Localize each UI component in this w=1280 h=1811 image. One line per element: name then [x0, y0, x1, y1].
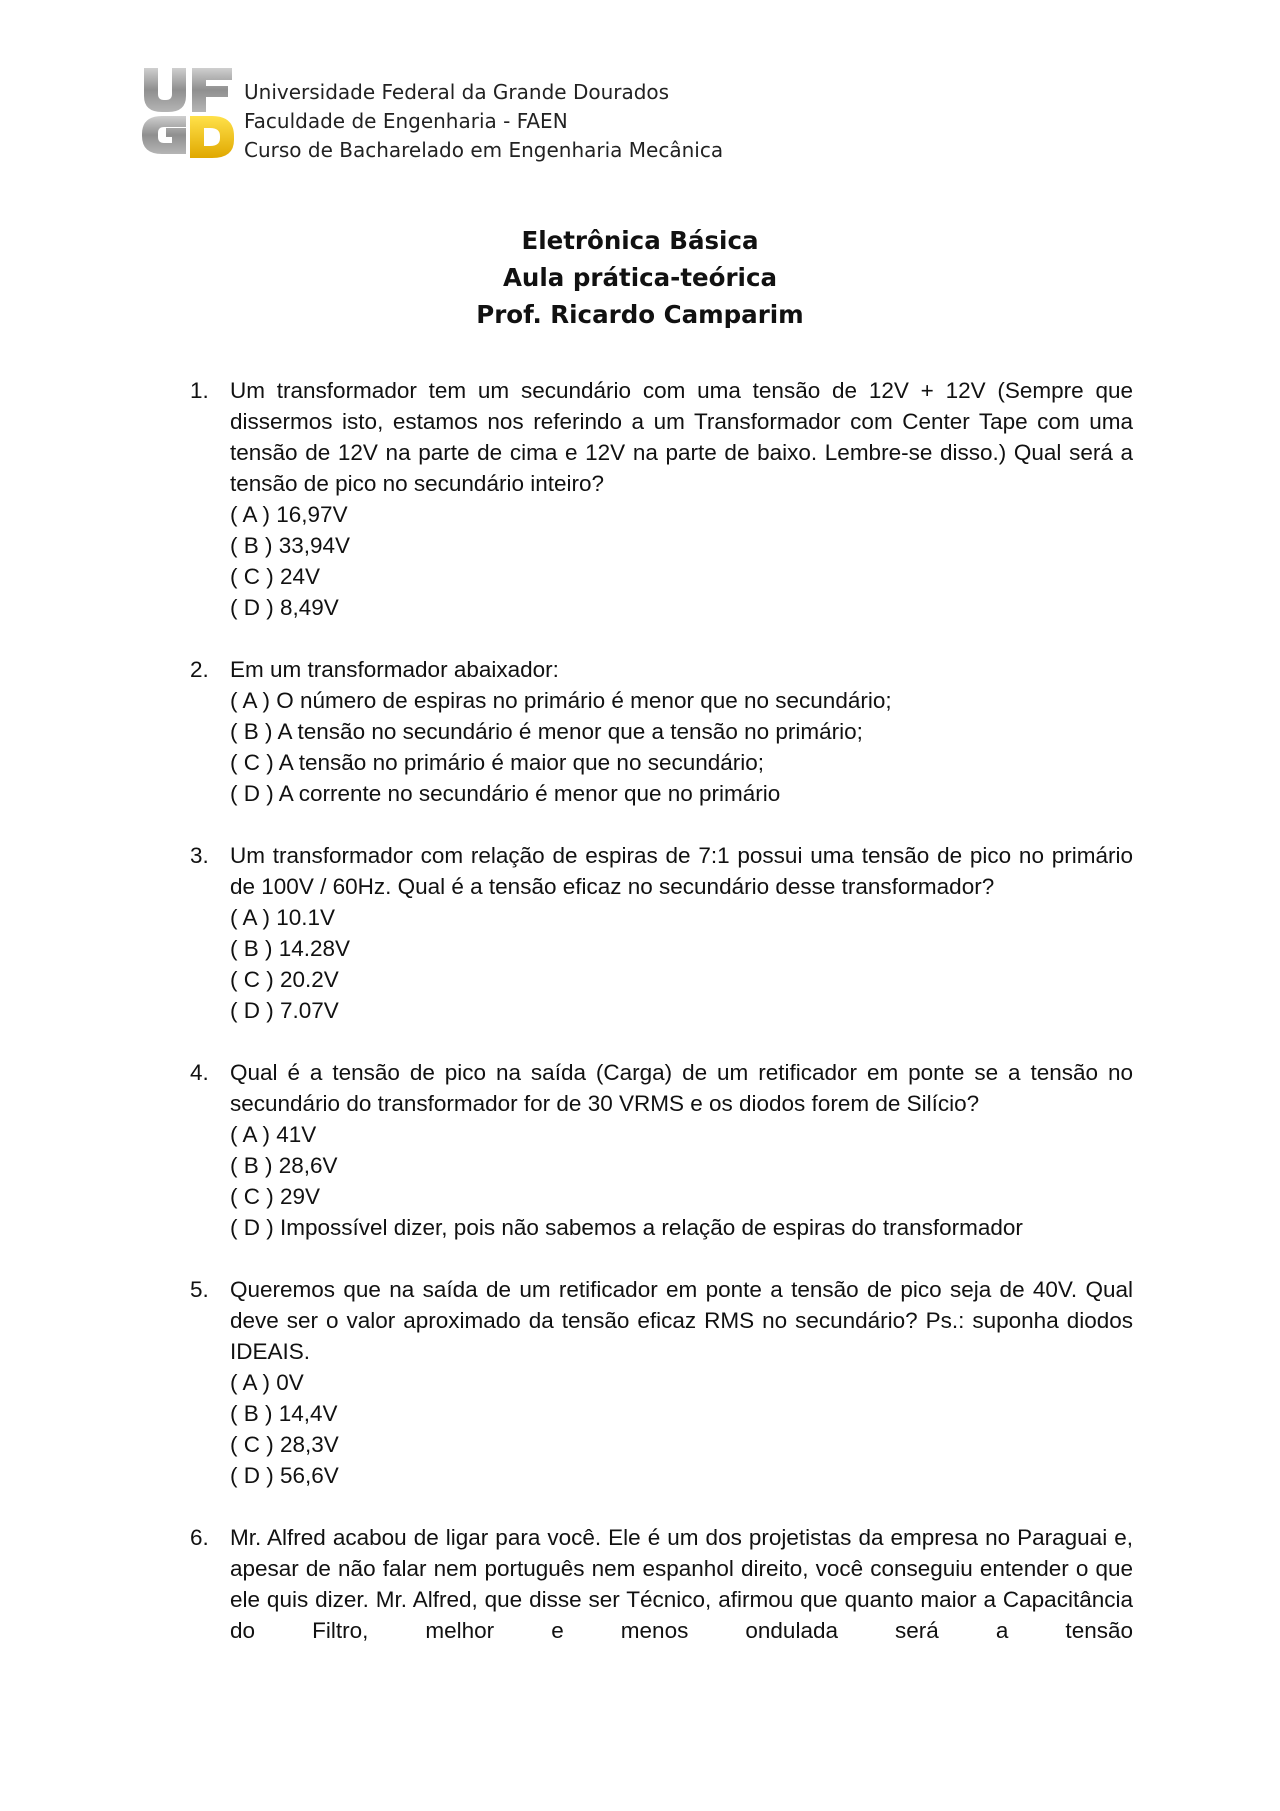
option-c: ( C ) A tensão no primário é maior que no secundário; — [230, 750, 765, 775]
question-1 — [190, 375, 1133, 623]
question-3 — [190, 840, 1133, 1026]
question-number: 4. — [190, 1060, 209, 1085]
option-b: ( B ) 28,6V — [230, 1153, 338, 1178]
title-professor: Prof. Ricardo Camparim — [476, 300, 804, 329]
question-text: Em um transformador abaixador: — [230, 657, 559, 682]
institution-info — [244, 78, 723, 165]
option-d: ( D ) 7.07V — [230, 998, 339, 1023]
option-a: ( A ) 16,97V — [230, 502, 348, 527]
question-text: Qual é a tensão de pico na saída (Carga) de um retificador em ponte se a tensão no secundário do transformador for de 30 VRMS e os diodos forem de Silício? — [230, 1060, 1133, 1116]
title-course: Eletrônica Básica — [521, 226, 759, 255]
question-text: Um transformador tem um secundário com uma tensão de 12V + 12V (Sempre que dissermos isto, estamos nos referindo a um Transformador com Center Tape com uma tensão de 12V na parte de cima e 12V na parte de baixo. Lembre-se disso.) Qual será a tensão de pico no secundário inteiro? — [230, 378, 1133, 496]
option-b: ( B ) 14,4V — [230, 1401, 338, 1426]
option-d: ( D ) A corrente no secundário é menor que no primário — [230, 781, 781, 806]
option-d: ( D ) 56,6V — [230, 1463, 339, 1488]
university-name: Universidade Federal da Grande Dourados — [244, 80, 670, 104]
question-2 — [190, 654, 1133, 809]
question-list — [190, 375, 1133, 1677]
question-text: Mr. Alfred acabou de ligar para você. Ele é um dos projetistas da empresa no Paraguai e, apesar de não falar nem português nem espanhol direito, você conseguiu entender o que ele quis dizer. Mr. Alfred, que disse ser Técnico, afirmou que quanto maior a Capacitância do Filtro, melhor e menos ondulada será a tensão — [230, 1525, 1133, 1643]
option-b: ( B ) 33,94V — [230, 533, 351, 558]
question-text: Queremos que na saída de um retificador em ponte a tensão de pico seja de 40V. Qual deve ser o valor aproximado da tensão eficaz RMS no secundário? Ps.: suponha diodos IDEAIS. — [230, 1277, 1133, 1364]
option-d: ( D ) Impossível dizer, pois não sabemos a relação de espiras do transformador — [230, 1215, 1023, 1240]
ufgd-logo — [140, 64, 236, 160]
question-number: 2. — [190, 657, 209, 682]
option-b: ( B ) 14.28V — [230, 936, 351, 961]
option-a: ( A ) 41V — [230, 1122, 317, 1147]
option-a: ( A ) 10.1V — [230, 905, 336, 930]
question-number: 5. — [190, 1277, 209, 1302]
course-name: Curso de Bacharelado em Engenharia Mecânica — [244, 138, 724, 162]
ufgd-logo-graphic — [140, 64, 236, 160]
option-b: ( B ) A tensão no secundário é menor que a tensão no primário; — [230, 719, 863, 744]
document-title — [0, 222, 1280, 333]
option-a: ( A ) 0V — [230, 1370, 304, 1395]
option-a: ( A ) O número de espiras no primário é menor que no secundário; — [230, 688, 892, 713]
option-d: ( D ) 8,49V — [230, 595, 339, 620]
question-text: Um transformador com relação de espiras de 7:1 possui uma tensão de pico no primário de 100V / 60Hz. Qual é a tensão eficaz no secundário desse transformador? — [230, 843, 1133, 899]
option-c: ( C ) 28,3V — [230, 1432, 339, 1457]
question-4 — [190, 1057, 1133, 1243]
document-header — [140, 66, 723, 165]
question-number: 1. — [190, 378, 209, 403]
option-c: ( C ) 29V — [230, 1184, 321, 1209]
title-type: Aula prática-teórica — [502, 263, 778, 292]
question-5 — [190, 1274, 1133, 1491]
option-c: ( C ) 20.2V — [230, 967, 339, 992]
question-number: 6. — [190, 1525, 209, 1550]
question-number: 3. — [190, 843, 209, 868]
option-c: ( C ) 24V — [230, 564, 321, 589]
question-6 — [190, 1522, 1133, 1646]
faculty-name: Faculdade de Engenharia - FAEN — [244, 109, 568, 133]
